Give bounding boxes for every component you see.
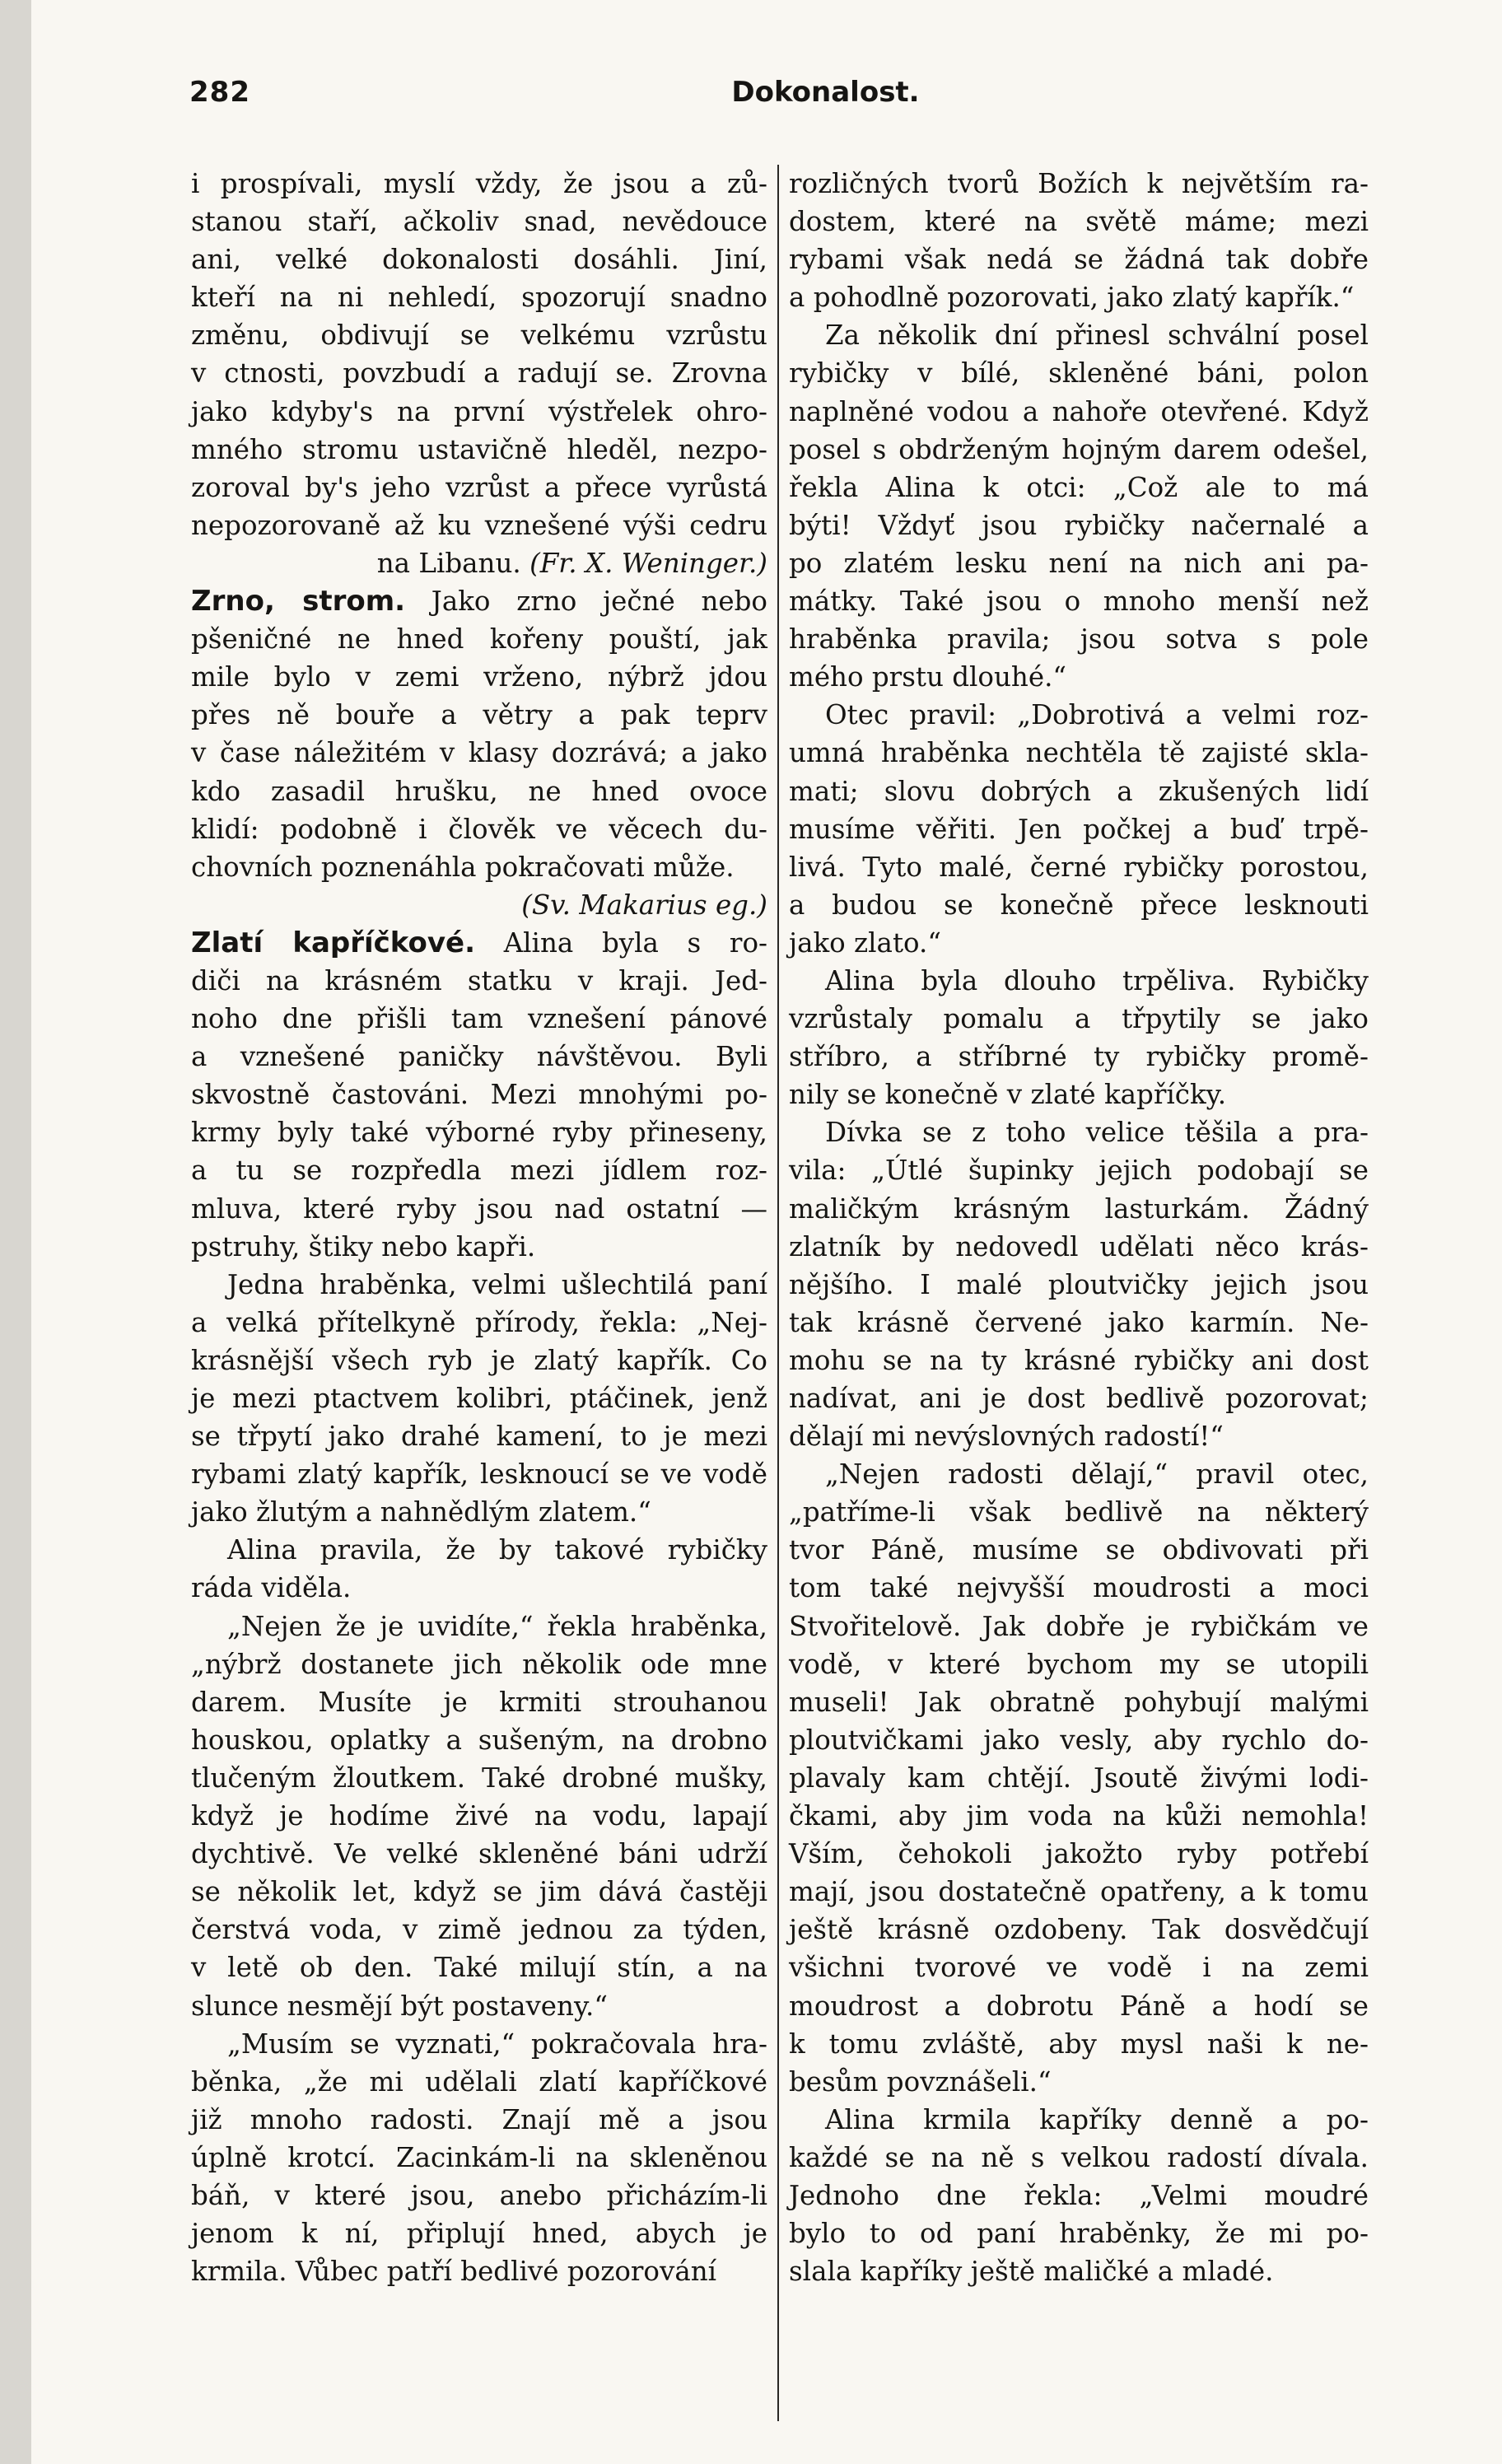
text-line: jako kdyby's na první výstřelek ohro-: [191, 395, 767, 427]
text-line: v letě ob den. Také milují stín, a na: [191, 1952, 767, 1984]
entry-heading: Zrno, strom.: [191, 585, 406, 618]
text-line: nějšího. I malé ploutvičky jejich jsou: [789, 1268, 1369, 1300]
text-line: nepozorovaně až ku vznešené výši cedru: [191, 509, 767, 541]
text-line: umná hraběnka nechtěla tě zajisté skla-: [789, 737, 1369, 769]
text-line: ani, velké dokonalosti dosáhli. Jiní,: [191, 244, 767, 276]
text-line: a tu se rozpředla mezi jídlem roz-: [191, 1155, 767, 1187]
text-line: se třpytí jako drahé kamení, to je mezi: [191, 1421, 767, 1453]
text-line: krmy byly také výborné ryby přineseny,: [191, 1117, 767, 1149]
text-line: „nýbrž dostanete jich několik ode mne: [191, 1648, 767, 1680]
text-line: jako žlutým a nahnědlým zlatem.“: [191, 1496, 651, 1528]
text-line: livá. Tyto malé, černé rybičky porostou,: [789, 851, 1369, 883]
text-line: přes ně bouře a větry a pak teprv: [191, 699, 767, 731]
text-line: mluva, které ryby jsou nad ostatní —: [191, 1192, 767, 1225]
citation: (Sv. Makarius eg.): [521, 889, 767, 921]
text-line: ještě krásně ozdobeny. Tak dosvědčují: [789, 1914, 1369, 1946]
text-line: Zlatí kapříčkové. Alina byla s ro-: [191, 926, 767, 959]
text-line: ráda viděla.: [191, 1572, 352, 1604]
text-line: všichni tvorové ve vodě i na zemi: [789, 1952, 1369, 1984]
text-line: kdo zasadil hrušku, ne hned ovoce: [191, 775, 767, 807]
text-line: řekla Alina k otci: „Což ale to má: [789, 471, 1369, 503]
text-line: změnu, obdivují se velkému vzrůstu: [191, 320, 767, 352]
text-line: mati; slovu dobrých a zkušených lidí: [789, 775, 1369, 807]
text-line: úplně krotcí. Zacinkám-li na skleněnou: [191, 2141, 767, 2173]
right-text-column: [789, 165, 1369, 2290]
text-line: v čase náležitém v klasy dozrává; a jako: [191, 737, 767, 769]
text-line: diči na krásném statku v kraji. Jed-: [191, 964, 767, 996]
text-line: pstruhy, štiky nebo kapři.: [191, 1230, 536, 1262]
text-line: mátky. Také jsou o mnoho menší než: [789, 586, 1369, 618]
text-line: a pohodlně pozorovati, jako zlatý kapřík.“: [789, 282, 1355, 314]
text-line: kteří na ni nehledí, spozorují snadno: [191, 282, 767, 314]
text-line: musíme věřiti. Jen počkej a buď trpě-: [789, 813, 1369, 845]
text-line: dychtivě. Ve velké skleněné báni udrží: [191, 1838, 767, 1870]
text-line: „Musím se vyznati,“ pokračovala hra-: [227, 2028, 767, 2060]
text-line: Alina byla dlouho trpěliva. Rybičky: [825, 964, 1369, 996]
text-line: stříbro, a stříbrné ty rybičky promě-: [789, 1041, 1369, 1073]
text-line: rozličných tvorů Božích k největším ra-: [789, 168, 1369, 199]
text-line: každé se na ně s velkou radostí dívala.: [789, 2141, 1369, 2173]
text-line: maličkým krásným lasturkám. Žádný: [789, 1192, 1369, 1225]
text-line: ploutvičkami jako vesly, aby rychlo do-: [789, 1724, 1369, 1756]
text-line: vzrůstaly pomalu a třpytily se jako: [789, 1003, 1369, 1035]
text-line: mého prstu dlouhé.“: [789, 661, 1067, 693]
text-line: krásnější všech ryb je zlatý kapřík. Co: [191, 1344, 767, 1376]
text-line: se několik let, když se jim dává častěji: [191, 1876, 767, 1908]
text-line: „patříme-li však bedlivě na některý: [789, 1496, 1369, 1528]
text-line: mohu se na ty krásné rybičky ani dost: [789, 1344, 1369, 1376]
text-line: [191, 886, 767, 924]
text-line: a budou se konečně přece lesknouti: [789, 889, 1369, 921]
citation: (Fr. X. Weninger.): [529, 547, 767, 579]
text-line: Za několik dní přinesl schvální posel: [825, 320, 1369, 352]
text-line: Stvořitelově. Jak dobře je rybičkám ve: [789, 1610, 1369, 1642]
column-divider: [777, 165, 779, 2421]
text-line: posel s obdrženým hojným darem odešel,: [789, 433, 1369, 465]
text-line: Jedna hraběnka, velmi ušlechtilá paní: [227, 1268, 767, 1300]
entry-heading: Zlatí kapříčkové.: [191, 926, 476, 959]
text-line: Alina krmila kapříky denně a po-: [825, 2103, 1369, 2135]
text-line: je mezi ptactvem kolibri, ptáčinek, jenž: [191, 1383, 767, 1414]
text-line: mají, jsou dostatečně opatřeny, a k tomu: [789, 1876, 1369, 1908]
left-text-column: [191, 165, 767, 2290]
page-number: 282: [189, 76, 250, 109]
text-line: „Nejen radosti dělají,“ pravil otec,: [825, 1458, 1369, 1491]
text-line: báň, v které jsou, anebo přicházím-li: [191, 2179, 767, 2211]
text-line: mile bylo v zemi vrženo, nýbrž jdou: [191, 661, 767, 693]
text-line: Otec pravil: „Dobrotivá a velmi roz-: [825, 699, 1369, 731]
text-line: moudrost a dobrotu Páně a hodí se: [789, 1990, 1369, 2022]
text-line: čkami, aby jim voda na kůži nemohla!: [789, 1800, 1369, 1832]
text-line: dostem, které na světě máme; mezi: [789, 206, 1369, 238]
text-line: a velká přítelkyně přírody, řekla: „Nej-: [191, 1306, 767, 1338]
text-line: i prospívali, myslí vždy, že jsou a zů-: [191, 168, 767, 199]
text-line: k tomu zvláště, aby mysl naši k ne-: [789, 2028, 1369, 2060]
text-line: naplněné vodou a nahoře otevřené. Když: [789, 395, 1369, 427]
text-line: vila: „Útlé šupinky jejich podobají se: [789, 1155, 1369, 1187]
text-line: tom také nejvyšší moudrosti a moci: [789, 1572, 1369, 1604]
text-line: zoroval by's jeho vzrůst a přece vyrůstá: [191, 471, 767, 503]
text-line: a vznešené paničky návštěvou. Byli: [191, 1041, 767, 1073]
text-line: jenom k ní, připlují hned, abych je: [191, 2218, 767, 2250]
text-line: v ctnosti, povzbudí a radují se. Zrovna: [191, 357, 767, 390]
text-line: jako zlato.“: [789, 926, 941, 959]
text-line: rybičky v bílé, skleněné báni, polon: [789, 357, 1369, 390]
text-line: pšeničné ne hned kořeny pouští, jak: [191, 623, 767, 656]
text-line: vodě, v které bychom my se utopili: [789, 1648, 1369, 1680]
text-line: slala kapříky ještě maličké a mladé.: [789, 2256, 1274, 2288]
text-line: houskou, oplatky a sušeným, na drobno: [191, 1724, 767, 1756]
text-line: tak krásně červené jako karmín. Ne-: [789, 1306, 1369, 1338]
text-line: čerstvá voda, v zimě jednou za týden,: [191, 1914, 767, 1946]
text-line: když je hodíme živé na vodu, lapají: [191, 1800, 767, 1832]
text-line: běnka, „že mi udělali zlatí kapříčkové: [191, 2065, 767, 2098]
text-line: Dívka se z toho velice těšila a pra-: [825, 1117, 1369, 1149]
text-line: stanou staří, ačkoliv snad, nevědouce: [191, 206, 767, 238]
text-line: rybami zlatý kapřík, lesknoucí se ve vodě: [191, 1458, 767, 1491]
text-line: býti! Vždyť jsou rybičky načernalé a: [789, 509, 1369, 541]
text-line: již mnoho radosti. Znají mě a jsou: [191, 2103, 767, 2135]
text-line: skvostně častováni. Mezi mnohými po-: [191, 1079, 767, 1111]
running-title: Dokonalost.: [731, 76, 920, 109]
text-line: hraběnka pravila; jsou sotva s pole: [789, 623, 1369, 656]
text-line: Zrno, strom. Jako zrno ječné nebo: [191, 585, 768, 618]
text-line: nadívat, ani je dost bedlivě pozorovat;: [789, 1383, 1369, 1414]
text-line: dělají mi nevýslovných radostí!“: [789, 1421, 1224, 1453]
text-line: po zlatém lesku není na nich ani pa-: [789, 547, 1369, 579]
page-edge-shadow: [0, 0, 31, 2464]
text-line: zlatník by nedovedl udělati něco krás-: [789, 1230, 1369, 1262]
text-line: museli! Jak obratně pohybují malými: [789, 1686, 1369, 1718]
text-line: chovních poznenáhla pokračovati může.: [191, 851, 735, 883]
text-line: besům povznášeli.“: [789, 2065, 1052, 2098]
text-line: slunce nesmějí být postaveny.“: [191, 1990, 608, 2022]
text-line: bylo to od paní hraběnky, že mi po-: [789, 2218, 1369, 2250]
text-line: klidí: podobně i člověk ve věcech du-: [191, 813, 767, 845]
text-line: plavaly kam chtějí. Jsoutě živými lodi-: [789, 1762, 1369, 1794]
text-line: nily se konečně v zlaté kapříčky.: [789, 1079, 1227, 1111]
text-line: Jednoho dne řekla: „Velmi moudré: [789, 2179, 1369, 2211]
text-line: darem. Musíte je krmiti strouhanou: [191, 1686, 767, 1718]
text-line: tvor Páně, musíme se obdivovati při: [789, 1534, 1369, 1566]
text-line: tlučeným žloutkem. Také drobné mušky,: [191, 1762, 767, 1794]
text-line: krmila. Vůbec patří bedlivé pozorování: [191, 2256, 717, 2288]
text-line: Alina pravila, že by takové rybičky: [227, 1534, 767, 1566]
text-line: „Nejen že je uvidíte,“ řekla hraběnka,: [227, 1610, 767, 1642]
text-line: rybami však nedá se žádná tak dobře: [789, 244, 1369, 276]
text-line: noho dne přišli tam vznešení pánové: [191, 1003, 767, 1035]
page-header: [189, 76, 1371, 125]
text-line: na Libanu. (Fr. X. Weninger.): [376, 547, 767, 579]
text-line: Vším, čehokoli jakožto ryby potřebí: [789, 1838, 1369, 1870]
text-line: mného stromu ustavičně hleděl, nezpo-: [191, 433, 767, 465]
